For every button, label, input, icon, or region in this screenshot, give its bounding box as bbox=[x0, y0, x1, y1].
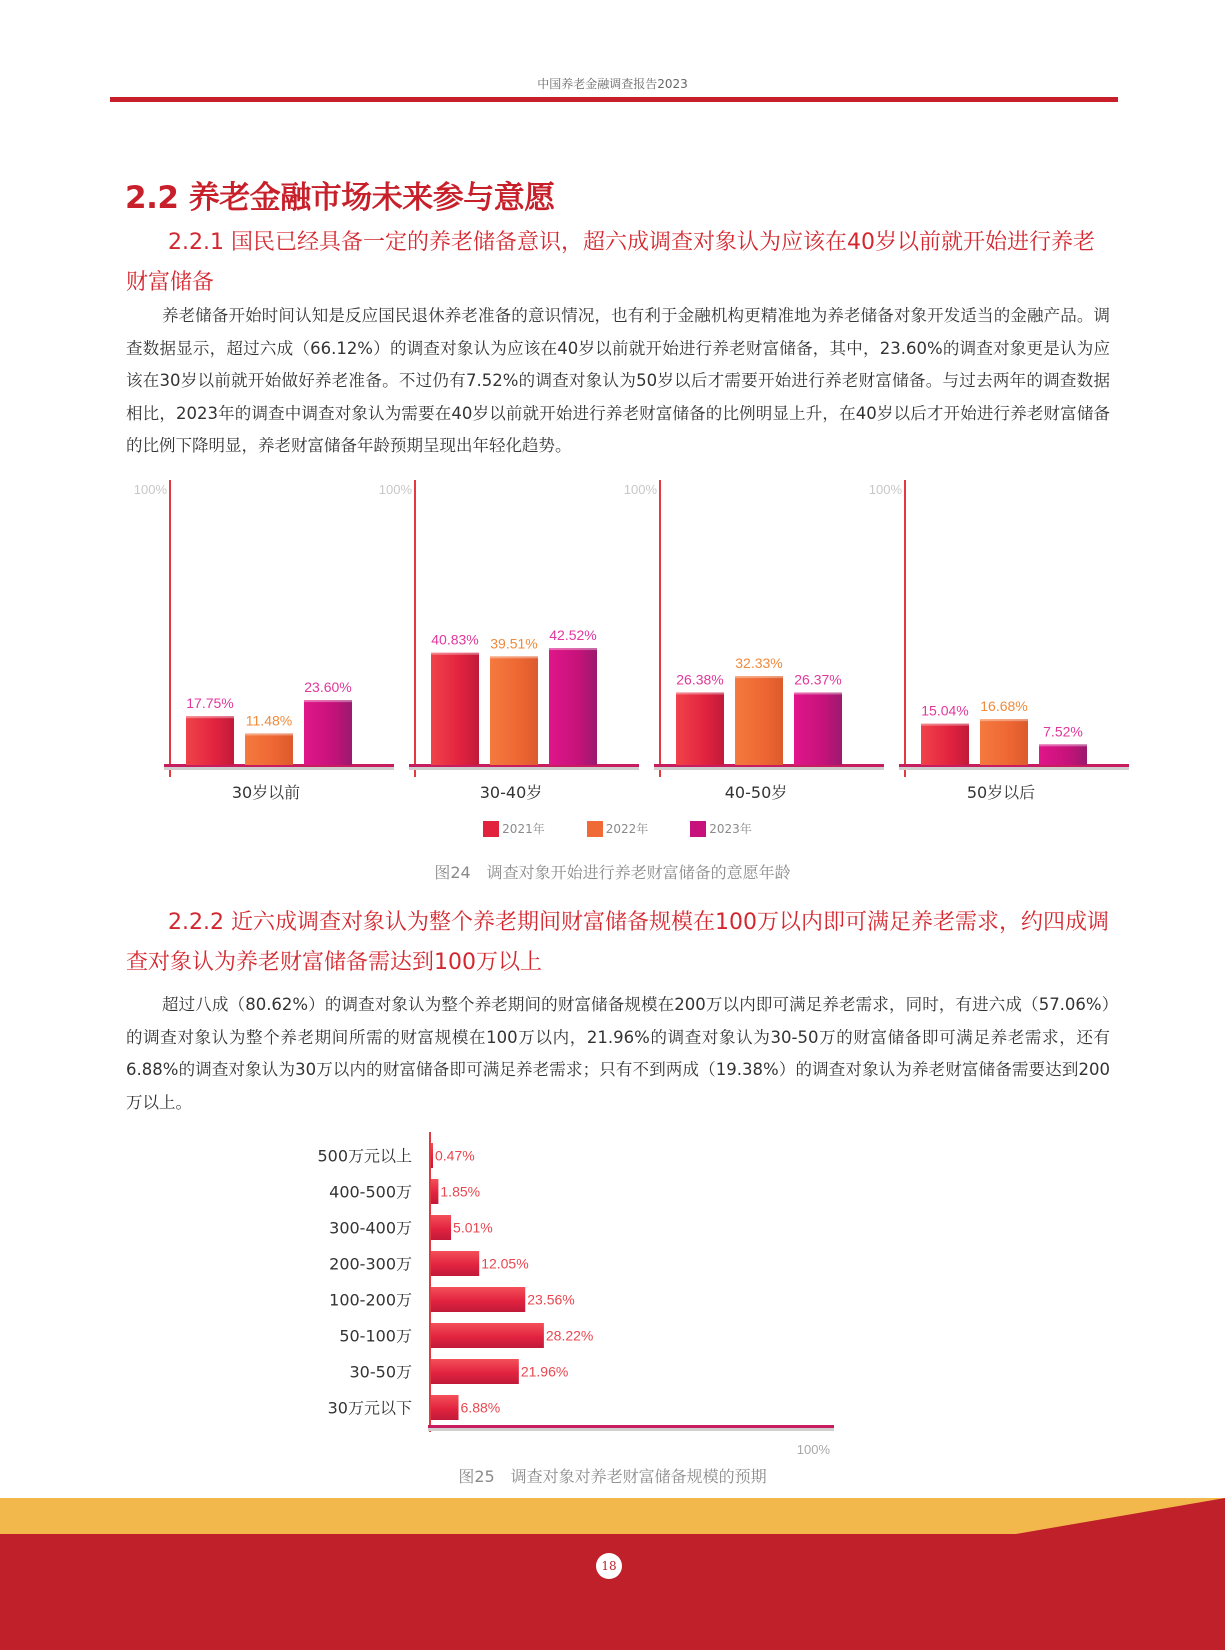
x-axis-max-label: 100% bbox=[796, 1442, 830, 1457]
footer-wedge bbox=[0, 1498, 1225, 1538]
bar-value-label: 17.75% bbox=[186, 695, 234, 712]
legend-label-2021: 2021年 bbox=[502, 822, 545, 836]
bar bbox=[431, 1215, 451, 1240]
bar-value-label: 12.05% bbox=[481, 1255, 529, 1272]
bar bbox=[676, 692, 724, 765]
page-number: 18 bbox=[596, 1553, 622, 1579]
footer-band-red bbox=[0, 1534, 1225, 1650]
subsection-title-2: 2.2.2 近六成调查对象认为整个养老期间财富储备规模在100万以内即可满足养老需求，约四成调查对象认为养老财富储备需达到100万以上 bbox=[126, 910, 1109, 975]
paragraph-2: 超过八成（80.62%）的调查对象认为整个养老期间的财富储备规模在200万以内即可满足养老需求，同时，有进六成（57.06%）的调查对象认为整个养老期间所需的财富规模在100万以内，21.96%的调查对象认为30-50万的财富储备即可满足养老需求，还有6.88%的调查对象认为30万以内的财富储备即可满足养老需求；只有不到两成（19.38%）的调查对象认为养老财富储备需要达到200万以上。 bbox=[126, 995, 1110, 1112]
bar-value-label: 5.01% bbox=[453, 1219, 493, 1236]
bar-highlight bbox=[735, 676, 783, 678]
bar-value-label: 6.88% bbox=[460, 1399, 501, 1416]
bar-highlight bbox=[245, 733, 293, 735]
legend-label-2023: 2023年 bbox=[709, 822, 752, 836]
bar bbox=[431, 1179, 438, 1204]
chart-figure-25 bbox=[0, 1120, 1225, 1460]
bar bbox=[490, 656, 538, 765]
y-axis-max-label: 100% bbox=[623, 482, 657, 497]
category-label: 40-50岁 bbox=[724, 783, 788, 800]
category-label: 30万元以下 bbox=[327, 1398, 412, 1418]
legend-swatch-2022 bbox=[587, 821, 603, 837]
bar-highlight bbox=[490, 656, 538, 658]
bar bbox=[431, 1143, 433, 1168]
y-axis-max-label: 100% bbox=[868, 482, 902, 497]
bar bbox=[431, 1323, 544, 1348]
category-label: 50岁以后 bbox=[966, 783, 1036, 800]
bar-value-label: 42.52% bbox=[549, 627, 597, 644]
bar-highlight bbox=[1039, 744, 1087, 746]
category-label: 30岁以前 bbox=[231, 783, 301, 800]
category-label: 500万元以上 bbox=[317, 1146, 412, 1166]
bar-highlight bbox=[921, 724, 969, 726]
bar-value-label: 32.33% bbox=[735, 655, 783, 672]
bar-highlight bbox=[549, 648, 597, 650]
legend-item-2023 bbox=[690, 820, 752, 837]
section-title: 2.2 养老金融市场未来参与意愿 bbox=[125, 180, 555, 216]
bar-value-label: 40.83% bbox=[431, 631, 479, 648]
figure-25-caption: 图25 调查对象对养老财富储备规模的预期 bbox=[458, 1467, 767, 1486]
bar bbox=[304, 700, 352, 765]
legend-swatch-2023 bbox=[690, 821, 706, 837]
category-label: 300-400万 bbox=[329, 1218, 412, 1238]
bar-value-label: 26.38% bbox=[676, 671, 724, 688]
bar-highlight bbox=[676, 692, 724, 694]
y-axis-max-label: 100% bbox=[378, 482, 412, 497]
bar bbox=[921, 724, 969, 765]
x-axis-shadow bbox=[164, 767, 394, 770]
category-label: 50-100万 bbox=[339, 1326, 412, 1346]
bar bbox=[549, 648, 597, 765]
bar-highlight bbox=[186, 716, 234, 718]
subsection-title-1: 2.2.1 国民已经具备一定的养老储备意识，超六成调查对象认为应该在40岁以前就开始进行养老财富储备 bbox=[126, 230, 1095, 295]
category-label: 400-500万 bbox=[329, 1182, 412, 1202]
y-axis-max-label: 100% bbox=[133, 482, 167, 497]
running-header: 中国养老金融调查报告2023 bbox=[537, 77, 688, 91]
legend-item-2021 bbox=[483, 820, 545, 837]
bar-value-label: 23.60% bbox=[304, 679, 352, 696]
bar-value-label: 1.85% bbox=[440, 1183, 481, 1200]
bar-value-label: 28.22% bbox=[545, 1327, 594, 1344]
category-label: 100-200万 bbox=[329, 1290, 412, 1310]
legend-item-2022 bbox=[587, 820, 649, 837]
bar bbox=[1039, 744, 1087, 765]
bar bbox=[431, 653, 479, 765]
x-axis-shadow bbox=[654, 767, 884, 770]
legend-label-2022: 2022年 bbox=[605, 822, 649, 836]
category-label: 30-40岁 bbox=[479, 783, 543, 800]
bar bbox=[431, 1287, 525, 1312]
bar-value-label: 23.56% bbox=[527, 1291, 575, 1308]
bar-highlight bbox=[304, 700, 352, 702]
x-axis-shadow bbox=[409, 767, 639, 770]
bar bbox=[431, 1251, 479, 1276]
bar-value-label: 7.52% bbox=[1043, 723, 1083, 740]
x-axis-baseline bbox=[428, 1425, 834, 1428]
bar bbox=[431, 1395, 459, 1420]
bar-highlight bbox=[794, 692, 842, 694]
bar-value-label: 11.48% bbox=[245, 712, 293, 729]
header-rule bbox=[110, 97, 1118, 102]
bar bbox=[735, 676, 783, 765]
bar bbox=[186, 716, 234, 765]
bar-highlight bbox=[980, 719, 1028, 721]
bar-value-label: 15.04% bbox=[921, 702, 969, 719]
bar-value-label: 0.47% bbox=[435, 1147, 475, 1164]
bar bbox=[980, 719, 1028, 765]
bar-highlight bbox=[431, 653, 479, 655]
bar bbox=[431, 1359, 519, 1384]
bar-value-label: 16.68% bbox=[980, 698, 1028, 715]
x-axis-shadow bbox=[428, 1428, 834, 1431]
x-axis-shadow bbox=[899, 767, 1129, 770]
category-label: 30-50万 bbox=[349, 1362, 412, 1382]
bar bbox=[245, 733, 293, 765]
bar-value-label: 26.37% bbox=[794, 671, 842, 688]
paragraph-1: 养老储备开始时间认知是反应国民退休养老准备的意识情况，也有利于金融机构更精准地为养老储备对象开发适当的金融产品。调查数据显示，超过六成（66.12%）的调查对象认为应该在40岁以前就开始进行养老财富储备，其中，23.60%的调查对象更是认为应该在30岁以前就开始做好养老准备。不过仍有7.52%的调查对象认为50岁以后才需要开始进行养老财富储备。与过去两年的调查数据相比，2023年的调查中调查对象认为需要在40岁以前就开始进行养老财富储备的比例明显上升，在40岁以后才开始进行养老财富储备的比例下降明显，养老财富储备年龄预期呈现出年轻化趋势。 bbox=[126, 306, 1110, 455]
legend-swatch-2021 bbox=[483, 821, 499, 837]
bar-value-label: 21.96% bbox=[520, 1363, 569, 1380]
bar bbox=[794, 692, 842, 765]
figure-24-caption: 图24 调查对象开始进行养老财富储备的意愿年龄 bbox=[434, 863, 791, 882]
category-label: 200-300万 bbox=[329, 1254, 412, 1274]
chart-legend bbox=[0, 820, 1225, 837]
chart-figure-24 bbox=[0, 470, 1225, 800]
bar-value-label: 39.51% bbox=[490, 635, 538, 652]
